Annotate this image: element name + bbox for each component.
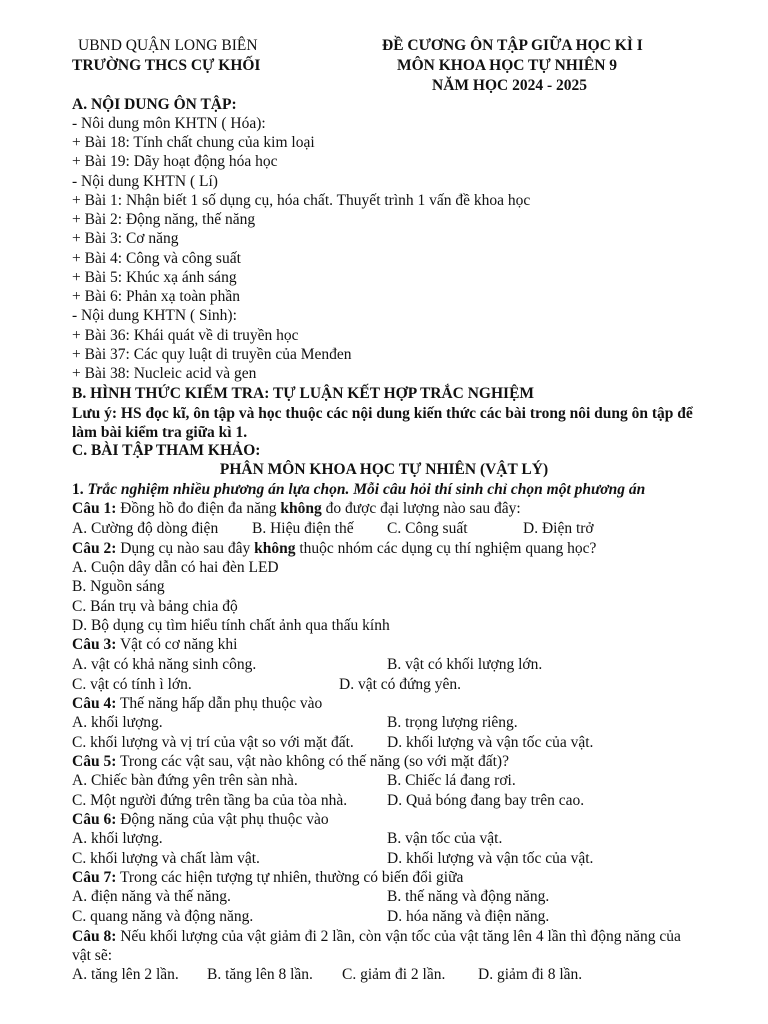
question-text: Trong các vật sau, vật nào không có thế năng (so với mặt đất)? <box>116 753 509 770</box>
section-a-line: - Nôi dung môn KHTN ( Hóa): <box>72 115 266 132</box>
option-b: B. vận tốc của vật. <box>387 830 503 847</box>
question-7 <box>72 869 463 887</box>
option-c: C. khối lượng và chất làm vật. <box>72 850 260 867</box>
section-a-line: + Bài 1: Nhận biết 1 số dụng cụ, hóa chất. Thuyết trình 1 vấn đề khoa học <box>72 192 531 209</box>
header-school-district: UBND QUẬN LONG BIÊN <box>78 37 258 54</box>
option-a: A. vật có khả năng sinh công. <box>72 656 257 673</box>
section-a-title: A. NỘI DUNG ÔN TẬP: <box>72 96 237 113</box>
section-b-note: Lưu ý: HS đọc kĩ, ôn tập và học thuộc các nội dung kiến thức các bài trong nôi dung ôn tập để làm bài kiểm tra giữa kì 1. <box>72 405 693 441</box>
question-text: Dụng cụ nào sau đây <box>116 540 255 557</box>
question-text: Vật có cơ năng khi <box>116 636 238 653</box>
question-label: Câu 1: <box>72 500 117 517</box>
section-a-line: + Bài 38: Nucleic acid và gen <box>72 365 257 382</box>
section-a-line: - Nội dung KHTN ( Sinh): <box>72 307 237 324</box>
question-emphasis: không <box>254 540 296 557</box>
option-a: A. Chiếc bàn đứng yên trên sàn nhà. <box>72 772 298 789</box>
section-a-line: + Bài 5: Khúc xạ ánh sáng <box>72 269 237 286</box>
option-c: C. khối lượng và vị trí của vật so với mặt đất. <box>72 734 354 751</box>
option-a: A. Cường độ dòng điện <box>72 520 219 537</box>
question-label: Câu 6: <box>72 811 117 828</box>
option-b: B. Nguồn sáng <box>72 578 165 595</box>
option-b: B. trọng lượng riêng. <box>387 714 518 731</box>
option-d: D. khối lượng và vận tốc của vật. <box>387 850 594 867</box>
question-2 <box>72 540 596 558</box>
question-1 <box>72 500 521 518</box>
option-c: C. quang năng và động năng. <box>72 908 254 925</box>
option-b: B. Hiệu điện thế <box>252 520 354 537</box>
option-d: D. giảm đi 8 lần. <box>478 966 583 983</box>
header-school-name: TRƯỜNG THCS CỰ KHỐI <box>72 57 261 74</box>
question-4 <box>72 695 322 713</box>
option-d: D. Quả bóng đang bay trên cao. <box>387 792 585 809</box>
option-d: D. Bộ dụng cụ tìm hiểu tính chất ảnh qua thấu kính <box>72 617 390 634</box>
section-a-line: + Bài 3: Cơ năng <box>72 230 179 247</box>
section-a-line: - Nội dung KHTN ( Lí) <box>72 173 218 190</box>
option-d: D. vật có đứng yên. <box>339 676 462 693</box>
question-text: Động năng của vật phụ thuộc vào <box>116 811 329 828</box>
section-c-title: C. BÀI TẬP THAM KHẢO: <box>72 442 261 459</box>
option-a: A. Cuộn dây dẫn có hai đèn LED <box>72 559 279 576</box>
section-b-title: B. HÌNH THỨC KIỂM TRA: TỰ LUẬN KẾT HỢP TRẮC NGHIỆM <box>72 385 535 402</box>
section-a-line: + Bài 36: Khái quát về di truyền học <box>72 327 299 344</box>
question-text: đo được đại lượng nào sau đây: <box>321 500 521 517</box>
header-subject: MÔN KHOA HỌC TỰ NHIÊN 9 <box>397 57 618 74</box>
section-a-line: + Bài 19: Dãy hoạt động hóa học <box>72 153 278 170</box>
question-emphasis: không <box>280 500 322 517</box>
header-doc-title: ĐỀ CƯƠNG ÔN TẬP GIỮA HỌC KÌ I <box>382 37 643 54</box>
part-1-number: 1. <box>72 481 84 498</box>
option-c: C. Công suất <box>387 520 468 537</box>
question-label: Câu 4: <box>72 695 117 712</box>
option-a: A. khối lượng. <box>72 830 163 847</box>
question-label: Câu 2: <box>72 540 117 557</box>
section-a-line: + Bài 37: Các quy luật di truyền của Menđen <box>72 346 352 363</box>
option-c: C. Bán trụ và bảng chia độ <box>72 598 238 615</box>
option-a: A. điện năng và thế năng. <box>72 888 231 905</box>
section-a-line: + Bài 6: Phản xạ toàn phần <box>72 288 241 305</box>
header-school-year: NĂM HỌC 2024 - 2025 <box>432 77 587 94</box>
option-b: B. tăng lên 8 lần. <box>207 966 313 983</box>
question-label: Câu 3: <box>72 636 117 653</box>
option-d: D. khối lượng và vận tốc của vật. <box>387 734 594 751</box>
question-6 <box>72 811 329 829</box>
option-c: C. Một người đứng trên tầng ba của tòa nhà. <box>72 792 348 809</box>
question-text: Nếu khối lượng của vật giảm đi 2 lần, còn vận tốc của vật tăng lên 4 lần thì động năng của vật sẽ: <box>72 928 681 964</box>
option-d: D. hóa năng và điện năng. <box>387 908 550 925</box>
option-c: C. vật có tính ì lớn. <box>72 676 192 693</box>
option-a: A. tăng lên 2 lần. <box>72 966 179 983</box>
option-b: B. thế năng và động năng. <box>387 888 550 905</box>
part-1-heading <box>72 481 645 499</box>
question-label: Câu 5: <box>72 753 117 770</box>
option-b: B. vật có khối lượng lớn. <box>387 656 543 673</box>
subject-heading: PHÂN MÔN KHOA HỌC TỰ NHIÊN (VẬT LÝ) <box>219 461 549 478</box>
question-8 <box>72 927 697 965</box>
option-d: D. Điện trở <box>523 520 594 537</box>
option-b: B. Chiếc lá đang rơi. <box>387 772 516 789</box>
part-1-instruction: Trắc nghiệm nhiều phương án lựa chọn. Mỗi câu hỏi thí sinh chỉ chọn một phương án <box>87 481 646 498</box>
question-3 <box>72 636 237 654</box>
question-text: Thế năng hấp dẫn phụ thuộc vào <box>116 695 323 712</box>
option-a: A. khối lượng. <box>72 714 163 731</box>
question-text: Trong các hiện tượng tự nhiên, thường có biến đổi giữa <box>116 869 464 886</box>
question-text: Đồng hồ đo điện đa năng <box>116 500 281 517</box>
question-label: Câu 7: <box>72 869 117 886</box>
section-a-line: + Bài 18: Tính chất chung của kim loại <box>72 134 315 151</box>
question-label: Câu 8: <box>72 928 117 945</box>
section-a-line: + Bài 2: Động năng, thế năng <box>72 211 256 228</box>
question-5 <box>72 753 509 771</box>
question-text: thuộc nhóm các dụng cụ thí nghiệm quang học? <box>295 540 597 557</box>
section-a-line: + Bài 4: Công và công suất <box>72 250 241 267</box>
option-c: C. giảm đi 2 lần. <box>342 966 446 983</box>
